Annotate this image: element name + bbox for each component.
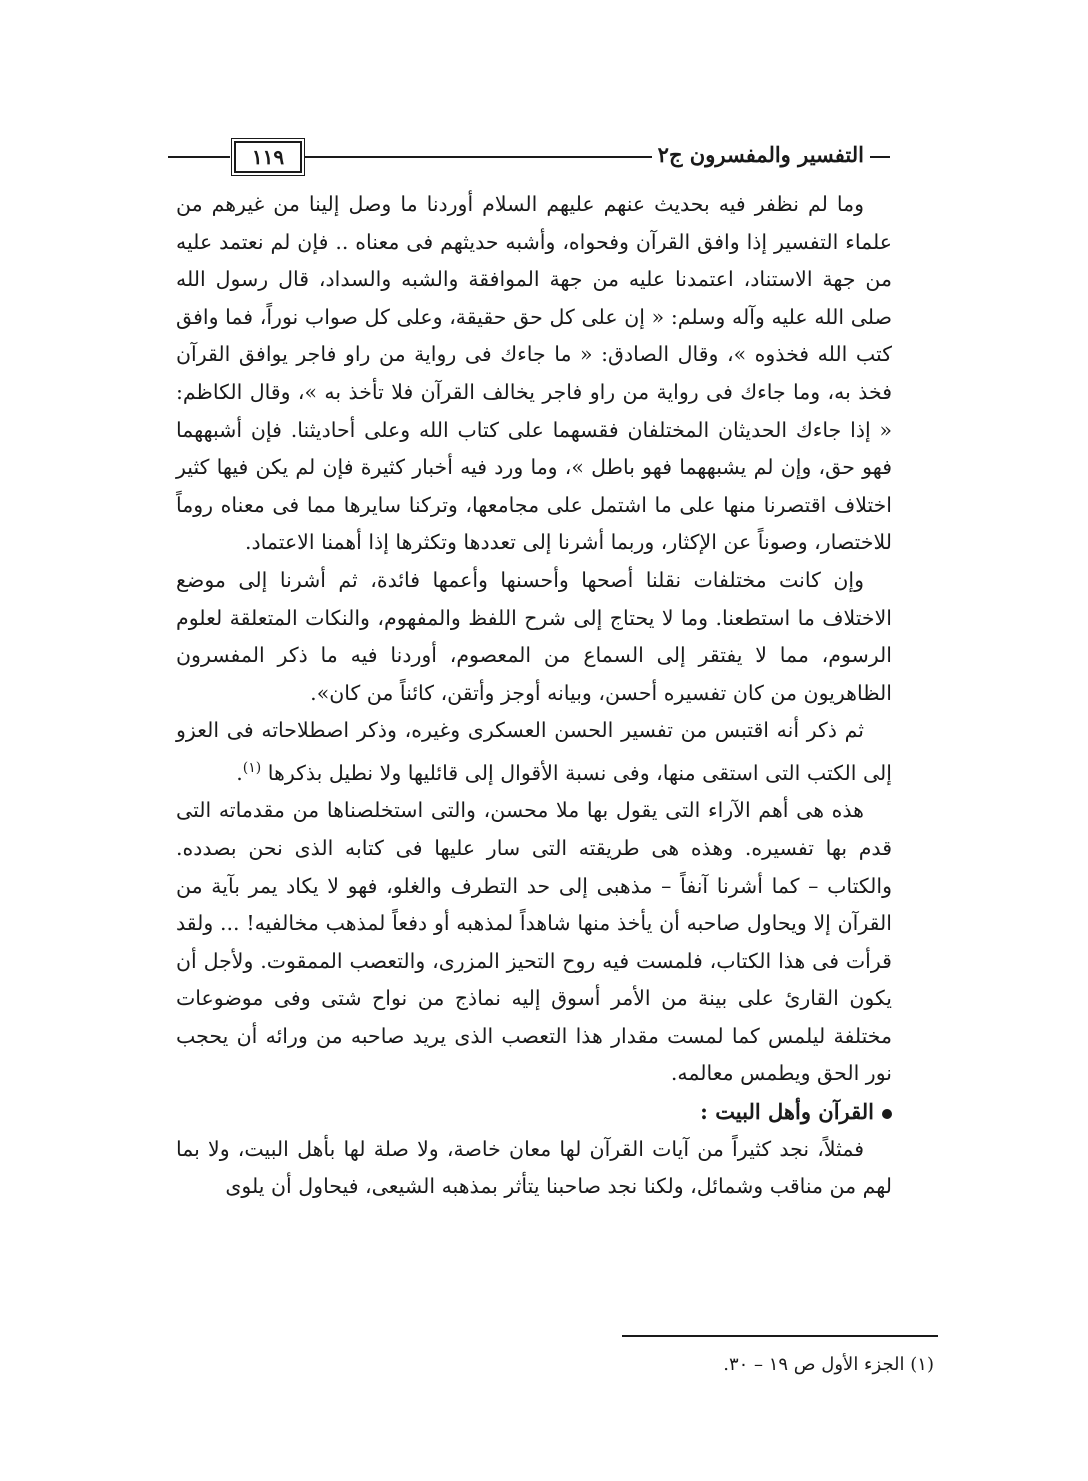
bullet-icon xyxy=(882,1109,892,1119)
section-heading xyxy=(176,1093,892,1131)
section-heading-text: القرآن وأهل البيت : xyxy=(700,1099,874,1125)
paragraph-2: وإن كانت مختلفات نقلنا أصحها وأحسنها وأعمها فائدة، ثم أشرنا إلى موضع الاختلاف ما استطعنا. وما لا يحتاج إلى شرح اللفظ والمفهوم، والنكات المتعلقة لعلوم الرسوم، مما لا يفتقر إلى السماع من المعصوم، أوردنا فيه ما ذكر المفسرون الظاهريون من كان تفسيره أحسن، وبيانه أوجز وأتقن، كائناً من كان». xyxy=(176,567,892,705)
page-number: ١١٩ xyxy=(234,141,302,173)
paragraph-4: هذه هى أهم الآراء التى يقول بها ملا محسن، والتى استخلصناها من مقدماته التى قدم بها تفسيره. وهذه هى طريقته التى سار عليها فى كتابه الذى نحن بصدده. والكتاب – كما أشرنا آنفاً – مذهبى إلى حد التطرف والغلو، فهو لا يكاد يمر بآية من القرآن إلا ويحاول صاحبه أن يأخذ منها شاهداً لمذهبه أو دفعاً لمذهب مخالفيه! ... ولقد قرأت فى هذا الكتاب، فلمست فيه روح التحيز المزرى، والتعصب الممقوت. ولأجل أن يكون القارئ على بينة من الأمر أسوق إليه نماذج من نواح شتى وفى موضوعات مختلفة ليلمس كما لمست مقدار هذا التعصب الذى يريد صاحبه من ورائه أن يحجب نور الحق ويطمس معالمه. xyxy=(176,798,892,1086)
footnote: (١) الجزء الأول ص ١٩ – ٣٠. xyxy=(723,1354,934,1375)
section-paragraph: فمثلاً، نجد كثيراً من آيات القرآن لها معان خاصة، ولا صلة لها بأهل البيت، ولا بما لهم من مناقب وشمائل، ولكنا نجد صاحبنا يتأثر بمذهبه الشيعى، فيحاول أن يلوى xyxy=(176,1136,892,1199)
paragraph-3-text: ثم ذكر أنه اقتبس من تفسير الحسن العسكرى وغيره، وذكر اصطلاحاته فى العزو إلى الكتب التى استقى منها، وفى نسبة الأقوال إلى قائليها ولا نطيل بذكرها xyxy=(176,718,892,785)
header-rule-left xyxy=(168,156,230,158)
running-title: التفسير والمفسرون ج٢ xyxy=(652,142,870,167)
page-header xyxy=(168,140,890,174)
footnote-reference: (١) xyxy=(242,759,262,776)
paragraph-3: ثم ذكر أنه اقتبس من تفسير الحسن العسكرى وغيره، وذكر اصطلاحاته فى العزو إلى الكتب التى استقى منها، وفى نسبة الأقوال إلى قائليها ولا نطيل بذكرها $^{(١)}$. xyxy=(176,718,892,785)
header-rule-right xyxy=(868,156,890,158)
paragraph-1: وما لم نظفر فيه بحديث عنهم عليهم السلام أوردنا ما وصل إلينا من غيرهم من علماء التفسير إذا وافق القرآن وفحواه، وأشبه حديثهم فى معناه .. فإن لم نعتمد عليه من جهة الاستناد، اعتمدنا عليه من جهة الموافقة والشبه والسداد، قال رسول الله صلى الله عليه وآله وسلم: « إن على كل حق حقيقة، وعلى كل صواب نوراً، فما وافق كتب الله فخذوه »، وقال الصادق: « ما جاءك فى رواية من راو فاجر يوافق القرآن فخذ به، وما جاءك فى رواية من راو فاجر يخالف القرآن فلا تأخذ به »، وقال الكاظم: « إذا جاءك الحديثان المختلفان فقسهما على كتاب الله وعلى أحاديثنا. فإن أشبههما فهو حق، وإن لم يشبههما فهو باطل »، وما ورد فيه أخبار كثيرة فإن لم يكن فيها كثير اختلاف اقتصرنا منها على ما اشتمل على مجامعها، وتركنا سايرها مما فى معناه روماً للاختصار، وصوناً عن الإكثار، وربما أشرنا إلى تعددها وتكثرها إذا أهمنا الاعتماد. xyxy=(176,192,892,555)
footnote-divider xyxy=(622,1335,938,1337)
body-text xyxy=(176,186,892,1206)
